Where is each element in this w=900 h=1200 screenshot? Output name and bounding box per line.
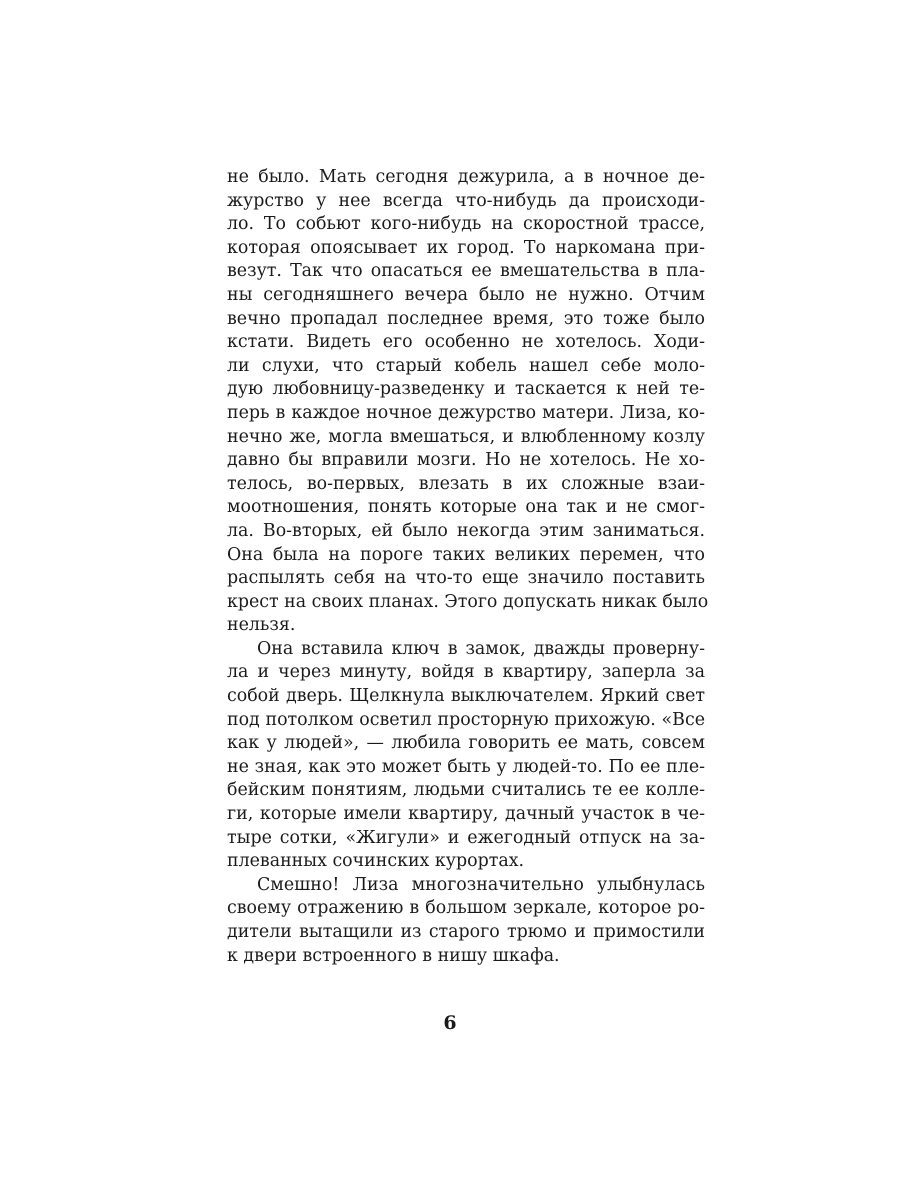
paragraph — [227, 166, 709, 638]
text-line: вечно пропадал последнее время, это тоже было — [227, 308, 705, 329]
text-line: ла и через минуту, войдя в квартиру, заперла за — [227, 662, 705, 683]
text-line: Она была на пороге таких великих перемен, что — [227, 544, 705, 565]
text-line: ги, которые имели квартиру, дачный участок в че- — [227, 804, 705, 825]
text-line: ло. То собьют кого-нибудь на скоростной трассе, — [227, 214, 705, 235]
page-number: 6 — [443, 1012, 457, 1034]
text-line: своему отражению в большом зеркале, которое ро- — [227, 898, 705, 919]
text-line: телось, во-первых, влезать в их сложные взаи- — [227, 473, 705, 494]
text-line: как у людей», — любила говорить ее мать, совсем — [227, 733, 705, 754]
text-line: распылять себя на что-то еще значило поставить — [227, 568, 705, 589]
text-line: ла. Во-вторых, ей было некогда этим заниматься. — [227, 520, 705, 541]
text-line: под потолком осветил просторную прихожую. «Все — [227, 709, 705, 730]
paragraph — [227, 638, 705, 874]
text-line: ны сегодняшнего вечера было не нужно. Отчим — [227, 284, 705, 305]
text-line: дители вытащили из старого трюмо и примостили — [227, 922, 705, 942]
text-line: собой дверь. Щелкнула выключателем. Яркий свет — [227, 686, 705, 707]
text-line: Она вставила ключ в замок, дважды проверну- — [257, 638, 705, 659]
text-line: которая опоясывает их город. То наркомана при- — [227, 237, 705, 258]
text-line: тыре сотки, «Жигули» и ежегодный отпуск на за- — [227, 827, 705, 848]
text-line: везут. Так что опасаться ее вмешательства в пла- — [227, 261, 705, 282]
text-line: бейским понятиям, людьми считались те ее колле- — [227, 780, 705, 801]
text-line: журство у нее всегда что-нибудь да происходи- — [227, 190, 705, 211]
text-line: крест на своих планах. Этого допускать никак было — [227, 591, 709, 612]
text-line: плеванных сочинских курортах. — [227, 851, 525, 872]
page-body-text — [227, 166, 709, 968]
text-line: дую любовницу-разведенку и таскается к ней те- — [227, 379, 705, 400]
text-line: нельзя. — [227, 615, 296, 636]
text-line: ли слухи, что старый кобель нашел себе моло- — [227, 355, 705, 376]
text-line: не было. Мать сегодня дежурила, а в ночное де- — [227, 167, 705, 187]
text-line: к двери встроенного в нишу шкафа. — [227, 945, 560, 966]
text-line: не зная, как это может быть у людей-то. По ее пле- — [227, 756, 705, 777]
text-line: давно бы вправили мозги. Но не хотелось. Не хо- — [227, 450, 705, 471]
text-line: нечно же, могла вмешаться, и влюбленному козлу — [227, 426, 705, 447]
text-line: Смешно! Лиза многозначительно улыбнулась — [257, 874, 705, 895]
text-line: моотношения, понять которые она так и не смог- — [227, 497, 705, 518]
paragraph — [227, 874, 705, 968]
text-line: перь в каждое ночное дежурство матери. Лиза, ко- — [227, 402, 705, 423]
text-line: кстати. Видеть его особенно не хотелось. Ходи- — [227, 332, 705, 353]
